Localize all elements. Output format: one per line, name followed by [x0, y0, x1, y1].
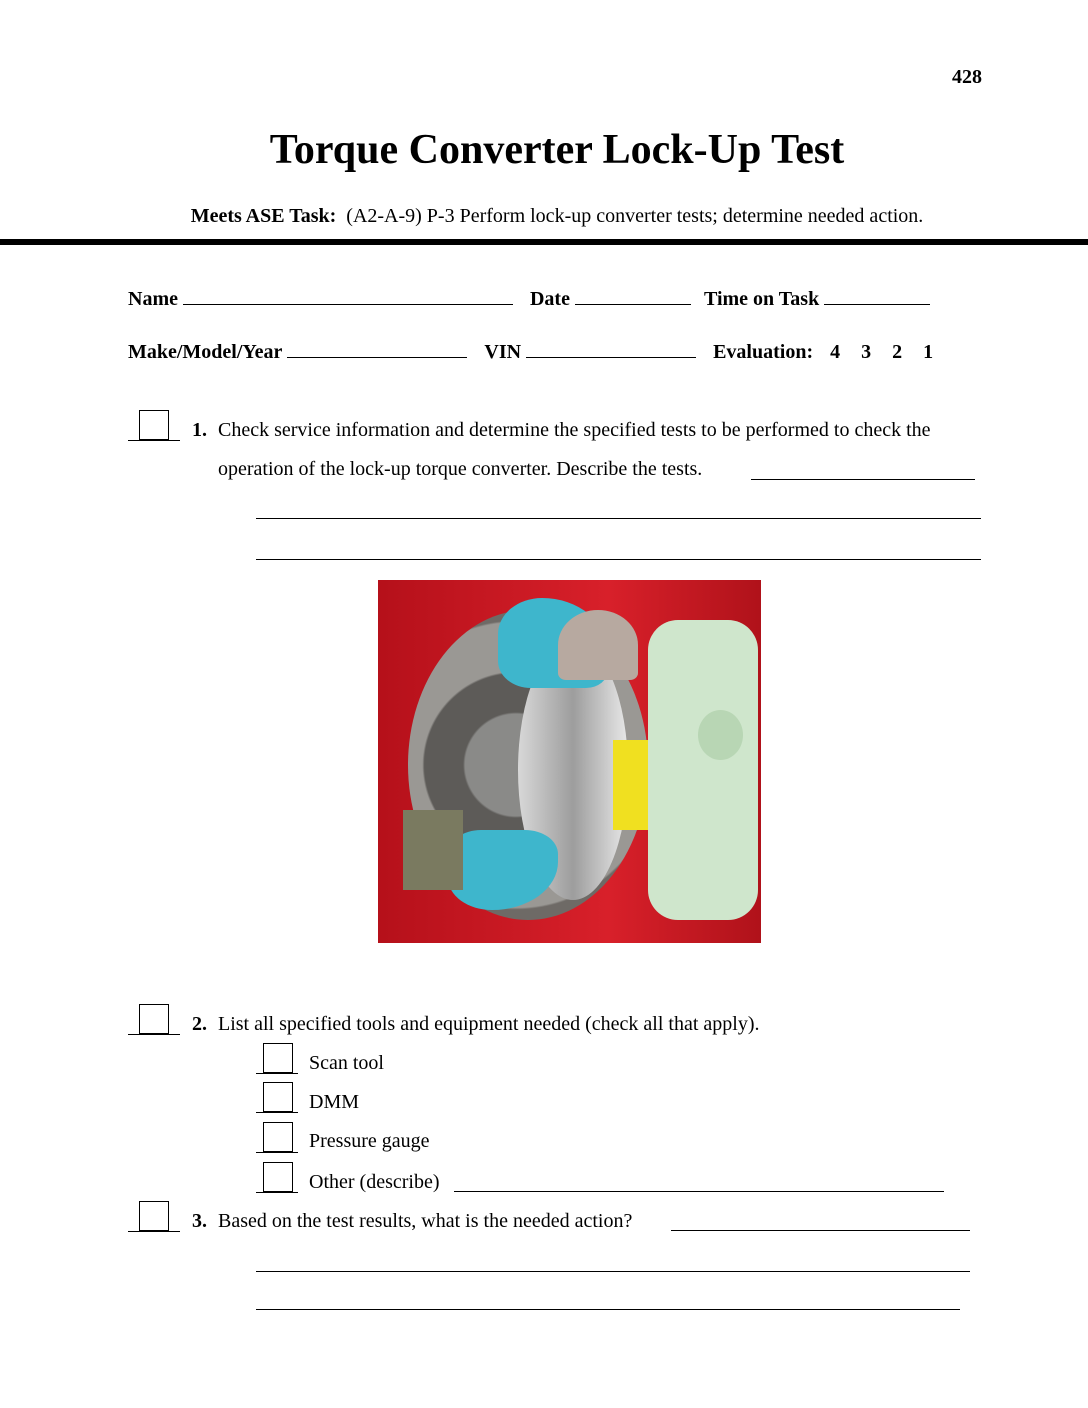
- time-on-task-field[interactable]: [824, 286, 930, 305]
- name-label: Name: [128, 288, 178, 310]
- step-1-number: 1.: [192, 419, 207, 441]
- make-model-year-field[interactable]: [287, 339, 467, 358]
- step-1-text-line2: operation of the lock-up torque converter. Describe the tests.: [218, 458, 703, 480]
- step-1-check-line: [128, 440, 180, 441]
- option-check-line: [256, 1192, 298, 1193]
- ase-task: [0, 205, 1088, 228]
- name-field[interactable]: [183, 286, 513, 305]
- step-1-answer-line[interactable]: [256, 559, 981, 560]
- step-2-number: 2.: [192, 1013, 207, 1035]
- step-2-checkbox[interactable]: [139, 1004, 169, 1034]
- step-1-answer-line[interactable]: [751, 479, 975, 480]
- dmm-label: DMM: [309, 1091, 360, 1113]
- step-2-check-line: [128, 1034, 180, 1035]
- info-row-1: [128, 286, 930, 311]
- info-row-2: [128, 339, 933, 364]
- step-1-checkbox[interactable]: [139, 410, 169, 440]
- vin-label: VIN: [484, 341, 522, 363]
- option-check-line: [256, 1152, 298, 1153]
- step-3-answer-line[interactable]: [256, 1309, 960, 1310]
- scan-tool-label: Scan tool: [309, 1052, 384, 1074]
- step-1-text-line1: Check service information and determine the specified tests to be performed to check the: [218, 419, 931, 441]
- date-field[interactable]: [575, 286, 691, 305]
- step-3-check-line: [128, 1231, 180, 1232]
- page-number: 428: [952, 66, 982, 88]
- make-model-year-label: Make/Model/Year: [128, 341, 283, 363]
- step-3-answer-line[interactable]: [671, 1230, 970, 1231]
- evaluation-score-4[interactable]: 4: [830, 341, 841, 363]
- dmm-checkbox[interactable]: [263, 1082, 293, 1112]
- ase-task-label: Meets ASE Task:: [190, 205, 337, 227]
- pressure-gauge-label: Pressure gauge: [309, 1130, 430, 1152]
- other-checkbox[interactable]: [263, 1162, 293, 1192]
- pressure-gauge-checkbox[interactable]: [263, 1122, 293, 1152]
- ase-task-text: (A2-A-9) P-3 Perform lock-up converter tests; determine needed action.: [346, 205, 924, 227]
- evaluation-score-1[interactable]: 1: [923, 341, 934, 363]
- evaluation-score-3[interactable]: 3: [861, 341, 872, 363]
- page-title: Torque Converter Lock-Up Test: [269, 127, 845, 173]
- header-rule: [0, 239, 1088, 245]
- option-check-line: [256, 1073, 298, 1074]
- time-on-task-label: Time on Task: [703, 288, 820, 310]
- other-label: Other (describe): [309, 1171, 440, 1193]
- evaluation-label: Evaluation:: [713, 341, 814, 363]
- step-1-answer-line[interactable]: [256, 518, 981, 519]
- vin-field[interactable]: [526, 339, 696, 358]
- scan-tool-checkbox[interactable]: [263, 1043, 293, 1073]
- step-2-text: List all specified tools and equipment needed (check all that apply).: [218, 1013, 760, 1035]
- step-3-answer-line[interactable]: [256, 1271, 970, 1272]
- option-check-line: [256, 1112, 298, 1113]
- torque-converter-cutaway-photo: [378, 580, 761, 943]
- step-3-text: Based on the test results, what is the needed action?: [218, 1210, 633, 1232]
- evaluation-score-2[interactable]: 2: [892, 341, 903, 363]
- step-3-number: 3.: [192, 1210, 207, 1232]
- step-3-checkbox[interactable]: [139, 1201, 169, 1231]
- other-describe-line[interactable]: [454, 1191, 944, 1192]
- date-label: Date: [529, 288, 570, 310]
